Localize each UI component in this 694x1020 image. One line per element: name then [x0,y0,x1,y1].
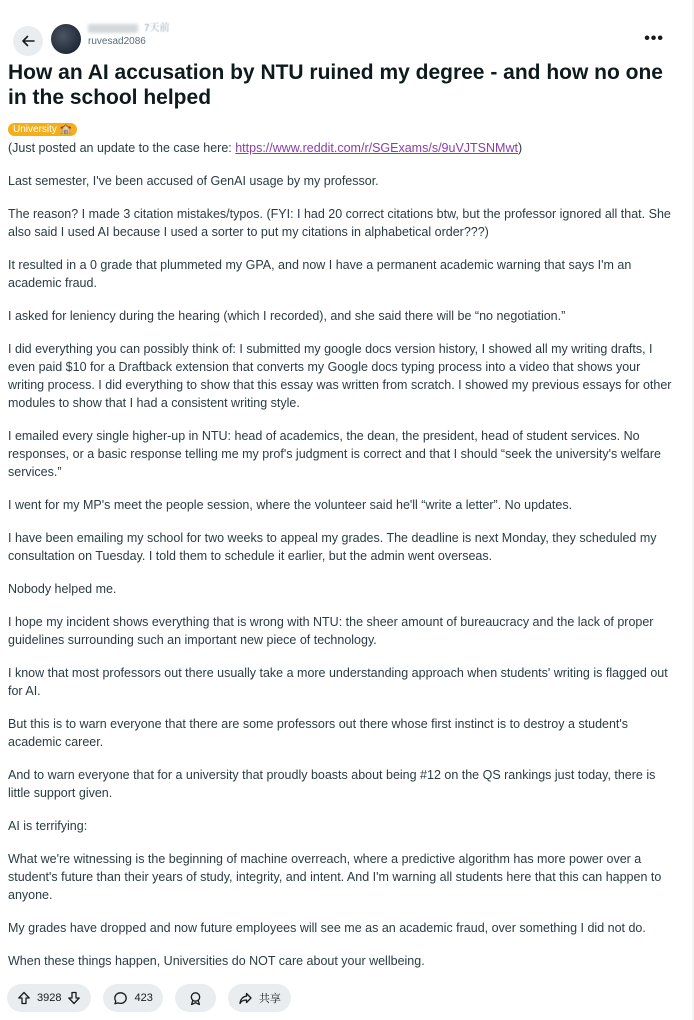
share-arrow-icon [238,991,253,1006]
update-link[interactable]: https://www.reddit.com/r/SGExams/s/9uVJTSNMwt [235,141,518,155]
body-paragraph: Last semester, I've been accused of GenAI usage by my professor. [8,174,379,188]
post-action-bar [7,984,291,1012]
body-paragraph: I emailed every single higher-up in NTU: head of academics, the dean, the president, head of student services. No responses, or a basic response telling me my prof's judgment is correct and that I should “seek the university's welfare services.” [8,429,661,479]
vote-pill [7,984,91,1012]
arrow-left-icon [20,33,36,49]
body-paragraph: And to warn everyone that for a university that proudly boasts about being #12 on the QS rankings just today, there is little support given. [8,768,656,800]
body-paragraph: I asked for leniency during the hearing (which I recorded), and she said there will be “no negotiation.” [8,309,566,323]
post-header [8,0,686,56]
body-paragraph: I have been emailing my school for two weeks to appeal my grades. The deadline is next Monday, they scheduled my consultation on Tuesday. I told them to schedule it earlier, but the admin went overseas. [8,531,657,563]
body-paragraph: Nobody helped me. [8,582,117,596]
share-button[interactable] [228,984,291,1012]
post-flair[interactable]: University 🏫 [8,123,77,136]
comment-count: 423 [134,992,153,1004]
share-label: 共享 [258,993,281,1005]
post-body [8,139,686,970]
body-paragraph: My grades have dropped and now future employees will see me as an academic fraud, over something I did not do. [8,921,646,935]
post-title: How an AI accusation by NTU ruined my degree - and how no one in the school helped [8,61,663,109]
speech-bubble-icon [113,991,128,1006]
update-prefix: (Just posted an update to the case here: [8,141,236,155]
arrow-up-icon[interactable] [17,991,31,1005]
body-paragraph: But this is to warn everyone that there are some professors out there whose first instinct is to destroy a student's academic career. [8,717,629,749]
author-username[interactable]: ruvesad2086 [88,36,146,47]
body-paragraph: I know that most professors out there usually take a more understanding approach when students' writing is flagged out for AI. [8,666,668,698]
subreddit-name-blurred[interactable] [88,24,138,33]
body-paragraph: I hope my incident shows everything that is wrong with NTU: the sheer amount of bureaucracy and the lack of proper guidelines surrounding such an important new piece of technology. [8,615,654,647]
more-options-button[interactable]: ••• [644,30,664,47]
body-paragraph: When these things happen, Universities do NOT care about your wellbeing. [8,954,425,968]
arrow-down-icon[interactable] [67,991,81,1005]
body-paragraph: What we're witnessing is the beginning of machine overreach, where a predictive algorithm has more power over a student's future than their years of study, integrity, and intent. And I'm warning all students here that this can happen to anyone. [8,852,662,902]
award-icon [188,991,203,1006]
body-paragraph: I did everything you can possibly think of: I submitted my google docs version history, I showed all my writing drafts, I even paid $10 for a Draftback extension that converts my Google docs typing process into a video that shows your writing process. I did everything to show that this essay was written from scratch. I showed my previous essays for other modules to show that I had a consistent writing style. [8,342,672,410]
post-time: 7天前 [144,23,170,34]
back-button[interactable] [13,26,43,56]
vote-count: 3928 [37,992,62,1004]
update-suffix: ) [517,141,523,155]
comments-button[interactable] [103,984,162,1012]
avatar[interactable] [51,24,81,54]
post-meta [88,22,170,48]
award-button[interactable] [175,984,216,1012]
body-paragraph: The reason? I made 3 citation mistakes/typos. (FYI: I had 20 correct citations btw, but the professor ignored all that. She also said I used AI because I used a sorter to put my citations in alphabetical order???) [8,207,671,239]
body-paragraph: AI is terrifying: [8,819,88,833]
update-note [8,139,672,157]
body-paragraph: I went for my MP's meet the people session, where the volunteer said he'll “write a letter”. No updates. [8,498,573,512]
body-paragraph: It resulted in a 0 grade that plummeted my GPA, and now I have a permanent academic warning that says I'm an academic fraud. [8,258,632,290]
